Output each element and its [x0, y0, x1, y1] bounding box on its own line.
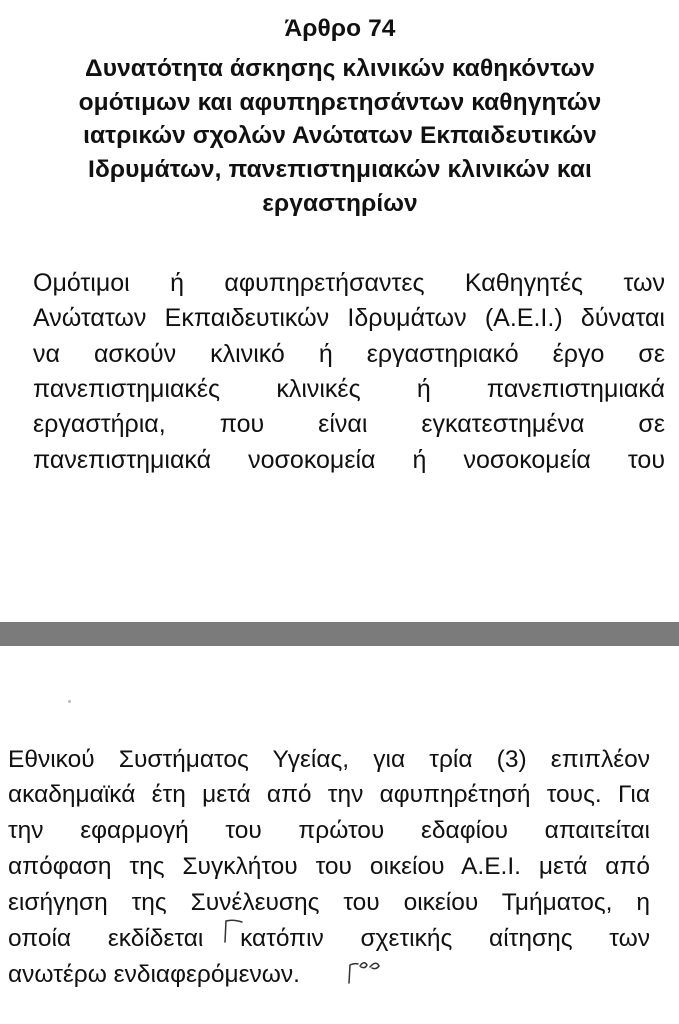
body-text-line: Ανώτατων Εκπαιδευτικών Ιδρυμάτων (Α.Ε.Ι.) δύναται [33, 304, 665, 332]
article-number: Άρθρο 74 [284, 15, 396, 42]
body-text-line: εισήγηση της Συνέλευσης του οικείου Τμήματος, η [8, 889, 650, 916]
handwritten-annotation-mark [346, 957, 386, 985]
body-text-line: απόφαση της Συγκλήτου του οικείου Α.Ε.Ι. μετά από [8, 853, 650, 880]
article-title-line: ομότιμων και αφυπηρετησάντων καθηγητών [78, 89, 602, 116]
body-text-line: πανεπιστημιακά νοσοκομεία ή νοσοκομεία του [33, 446, 665, 474]
article-title-line: Ιδρυμάτων, πανεπιστημιακών κλινικών και [88, 156, 592, 183]
article-title-line: ιατρικών σχολών Ανώτατων Εκπαιδευτικών [83, 122, 597, 149]
article-title-line: Δυνατότητα άσκησης κλινικών καθηκόντων [85, 55, 595, 82]
body-text-line: την εφαρμογή του πρώτου εδαφίου απαιτείται [8, 817, 650, 844]
scan-speck [68, 700, 71, 703]
article-title-line: εργαστηρίων [262, 190, 418, 217]
body-text-line: εργαστήρια, που είναι εγκατεστημένα σε [33, 410, 665, 438]
body-text-line: ανωτέρω ενδιαφερόμενων. [8, 961, 300, 988]
body-text-line: οποία εκδίδεται κατόπιν σχετικής αίτησης των [8, 925, 650, 952]
body-text-line: Εθνικού Συστήματος Υγείας, για τρία (3) επιπλέον [8, 746, 650, 773]
body-text-line: Ομότιμοι ή αφυπηρετήσαντες Καθηγητές των [33, 269, 665, 297]
body-text-line: να ασκούν κλινικό ή εργαστηριακό έργο σε [33, 340, 665, 368]
handwritten-annotation-mark [222, 918, 244, 944]
body-text-line: ακαδημαϊκά έτη μετά από την αφυπηρέτησή τους. Για [8, 781, 650, 808]
page-divider [0, 622, 679, 646]
body-text-line: πανεπιστημιακές κλινικές ή πανεπιστημιακά [33, 375, 665, 403]
